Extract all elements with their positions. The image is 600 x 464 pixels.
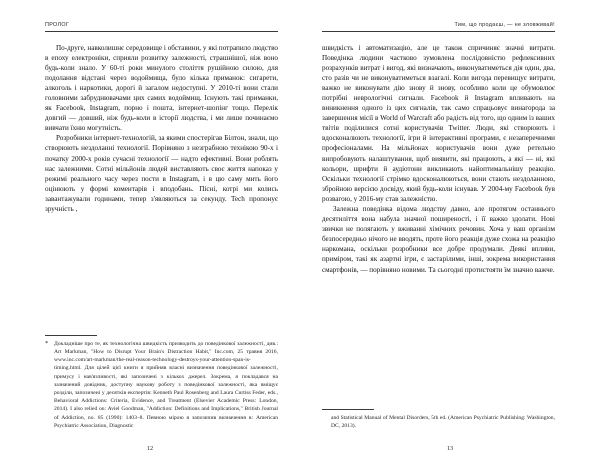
footnote-area-right	[322, 409, 555, 430]
left-page-body	[45, 43, 278, 215]
footnote-text: Докладніше про те, як технологічна швидкість призводить до поведінкової залежності, див.: Art Markman, "How to Disrupt Your Brain's Distraction Habit," Inc.com, 25 травня 2016, www.inc.com/art-markman/the-real-reason-technology-destroys-your-attention-span-is-timing.html. Для цілей цієї книги я прийняв власні визначення поведінкової залежності, примусу і нав'язливості, які запозичені з кількох джерел. Зокрема, я покладався на зазначений довідник, доступну наукову роботу з поведінкової залежності, яка вміщує розділи, запозичені у десятків експертів: Kenneth Paul Rosenberg and Laura Curtiss Feder, eds., Behavioral Addictions: Criteria, Evidence, and Treatment (Elsevier Academic Press: London, 2014). I also relied on: Aviel Goodman, "Addiction: Definitions and Implications," British Journal of Addiction, no. 85 (1990): 1403–8. Певною мірою я запозичив визначення в: American Psychiatric Association, Diagnostic	[54, 340, 278, 429]
footnote-separator	[322, 409, 374, 410]
paragraph: Залежна поведінка відома людству давно, але протягом останнього десятиліття вона набула значної поширеності, і її важко здолати. Нові звички не полягають у вживанні хімічних речовин. Хоча у ваш організм безпосередньо нічого не вводять, проте його реакція дуже схожа на реакцію наркомана, оскільки розробники все добре продумали. Деякі впливи, приміром, такі як азартні ігри, є застарілими, інші, зокрема використання смартфонів, — порівняно новими. Та сьогодні протистояти їм значно важче.	[322, 205, 555, 274]
running-head-left: ПРОЛОГ	[45, 22, 278, 32]
running-head-right: Тим, що продаєш, — не зловживай!	[322, 22, 555, 32]
right-page-body	[322, 43, 555, 275]
paragraph: швидкість і автоматизацію, але це також спричиняє значні витрати. Поведінка людини частково зумовлена послідовністю рефлексивних розрахунків витрат і вигод, які визначають, виконуватиметься дія один, два, сто разів чи не виконуватиметься взагалі. Коли вигода перевищує витрати, важко не виконувати дію знову й знову, особливо коли це обумовлює потрібні неврологічні сигнали. Facebook й Instagram впливають на виникнення одного із цих сигналів, так само спрацьовує винагорода за завершення місії в World of Warcraft або радість від того, що одним із ваших твітів поділилися сотні користувачів Twitter. Люди, які створюють і вдосконалюють технології, ігри й інтерактивні програми, є незаперечними професіоналами. На мільйонах користувачів вони дуже ретельно випробовують налаштування, щоб виявити, які працюють, а які — ні, які кольори, шрифти й аудіотони викликають найоптимальнішу реакцію. Оскільки технології стрімко вдосконалюються, вони стають нездоланною, збройною версією досвіду, який будь-коли існував. У 2004-му Facebook був розвагою, у 2016-му став залежністю.	[322, 43, 555, 203]
page-number-left: 12	[146, 445, 154, 452]
footnote-continuation-text: and Statistical Manual of Mental Disorders, 5th ed. (American Psychiatric Publishing: Washington, DC, 2013).	[331, 414, 555, 429]
right-page	[300, 0, 600, 464]
paragraph: Розробники інтернет-технологій, за якими спостерігав Білтон, знали, що створюють нездоланні технології. Порівняно з незграбною технікою 90-х і початку 2000-х років сучасні технології — надто ефективні. Вони роблять нас залежними. Сотні мільйонів людей виставляють своє життя напоказ у режимі реального часу через пости в Instagram, і в цю саму мить його оцінюють у формі коментарів і вподобань. Пісні, котрі ми колись завантажували годинами, тепер з'являються за секунду. Tech пропонує зручність ,	[45, 134, 278, 213]
page-number-right: 13	[446, 445, 454, 452]
footnote-separator	[45, 335, 97, 336]
footnote	[45, 340, 278, 430]
paragraph: По-друге, навколишнє середовище і обставини, у які потрапило людство в епоху електроніки, сприяли розвитку залежності, страшнішої, ніж воно будь-коли знало. У 60-ті роки минулого століття рушійною силою, для подолання відстані через водоймища, було кілька приманок: сигарети, алкоголь і наркотики, дорогі й загалом недоступні. У 2010-ті вони стали головними забруднювачами цих самих водоймищ. Існують такі приманки, як Facebook, Instagram, порно і пошта, інтернет-шопінг тощо. Перелік довгий — довший, ніж будь-коли в історії людства, і ми лише починаємо вивчати їхню могутність.	[45, 43, 278, 133]
footnote-area-left	[45, 335, 278, 430]
footnote-marker: *	[45, 339, 49, 347]
